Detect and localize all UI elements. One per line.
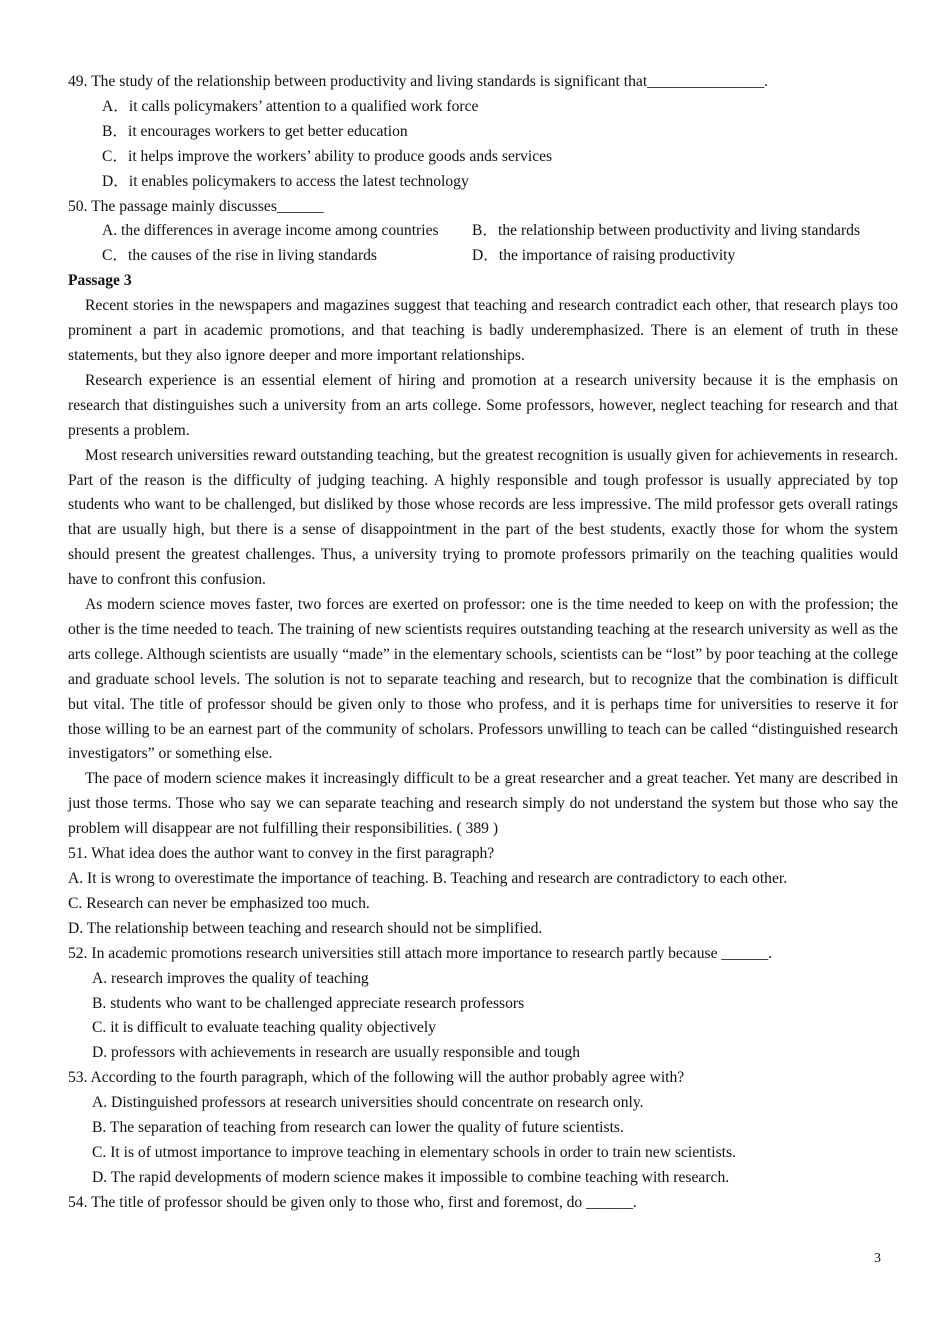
question-52-option-c: C. it is difficult to evaluate teaching quality objectively <box>92 1019 436 1037</box>
question-50-option-b: B．the relationship between productivity and living standards <box>472 222 861 240</box>
question-51-options-ab: A. It is wrong to overestimate the importance of teaching. B. Teaching and research are contradictory to each other. <box>68 870 788 887</box>
question-51-stem: 51. What idea does the author want to convey in the first paragraph? <box>68 845 495 863</box>
question-49-option-b: B．it encourages workers to get better education <box>102 122 408 140</box>
document-page <box>68 70 898 1216</box>
question-50-stem: 50. The passage mainly discusses______ <box>68 197 324 215</box>
passage-paragraph-4: As modern science moves faster, two forces are exerted on professor: one is the time needed to keep on with the profession; the other is the time needed to teach. The training of new scientists requires outstanding teaching at the research university as well as the arts college. Although scientists are usually “made” in the elementary schools, scientists can be “lost” by poor teaching at the college and graduate school levels. The solution is not to separate teaching and research, but to recognize that the combination is difficult but vital. The title of professor should be given only to those who profess, and it is perhaps time for universities to reserve it for those willing to be an earnest part of the community of scholars. Professors unwilling to teach can be called “distinguished research investigators” or something else. <box>68 596 898 763</box>
question-53-option-d: D. The rapid developments of modern science makes it impossible to combine teaching with research. <box>92 1168 730 1186</box>
question-50-options-row-2 <box>68 244 898 269</box>
question-51-option-c: C. Research can never be emphasized too much. <box>68 894 370 912</box>
question-52-stem: 52. In academic promotions research universities still attach more importance to research partly because ______. <box>68 944 773 962</box>
question-49-option-a: A．it calls policymakers’ attention to a qualified work force <box>102 97 479 115</box>
passage-paragraph-3: Most research universities reward outstanding teaching, but the greatest recognition is usually given for achievements in research. Part of the reason is the difficulty of judging teaching. A highly responsible and tough professor is usually appreciated by top students who want to be challenged, but disliked by those whose records are less impressive. The mild professor gets overall ratings that are usually high, but there is a sense of disappointment in the part of the best students, exactly those for whom the system should present the greatest challenges. Thus, a university trying to promote professors primarily on the teaching qualities would have to confront this confusion. <box>68 446 898 589</box>
question-51-option-d: D. The relationship between teaching and research should not be simplified. <box>68 919 543 937</box>
question-53-option-c: C. It is of utmost importance to improve teaching in elementary schools in order to train new scientists. <box>92 1143 736 1161</box>
question-50-option-a: A. the differences in average income among countries <box>102 222 439 240</box>
question-54-stem: 54. The title of professor should be given only to those who, first and foremost, do ______. <box>68 1193 637 1211</box>
question-50-options-row-1 <box>68 219 898 244</box>
question-52-option-a: A. research improves the quality of teaching <box>92 969 369 987</box>
question-49-option-d: D．it enables policymakers to access the latest technology <box>102 172 469 190</box>
passage-paragraph-2: Research experience is an essential element of hiring and promotion at a research university because it is the emphasis on research that distinguishes such a university from an arts college. Some professors, however, neglect teaching for research and that presents a problem. <box>68 371 898 439</box>
question-49-stem: 49. The study of the relationship between productivity and living standards is significant that_______________. <box>68 73 769 90</box>
question-50-option-d: D．the importance of raising productivity <box>472 247 736 265</box>
passage-title: Passage 3 <box>68 272 132 290</box>
question-52-option-d: D. professors with achievements in research are usually responsible and tough <box>92 1044 581 1062</box>
question-49-option-c: C．it helps improve the workers’ ability to produce goods ands services <box>102 147 553 165</box>
page-number: 3 <box>874 1251 881 1266</box>
passage-paragraph-1: Recent stories in the newspapers and magazines suggest that teaching and research contradict each other, that research plays too prominent a part in academic promotions, and that teaching is badly underemphasized. There is an element of truth in these statements, but they also ignore deeper and more important relationships. <box>68 297 898 364</box>
question-53-stem: 53. According to the fourth paragraph, which of the following will the author probably agree with? <box>68 1069 685 1087</box>
question-53-option-b: B. The separation of teaching from research can lower the quality of future scientists. <box>92 1119 624 1137</box>
question-52-option-b: B. students who want to be challenged appreciate research professors <box>92 994 525 1012</box>
question-50-option-c: C．the causes of the rise in living standards <box>102 247 377 265</box>
passage-paragraph-5: The pace of modern science makes it increasingly difficult to be a great researcher and a great teacher. Yet many are described in just those terms. Those who say we can separate teaching and research simply do not understand the system but those who say the problem will disappear are not fulfilling their responsibilities. ( 389 ) <box>68 770 898 838</box>
question-53-option-a: A. Distinguished professors at research universities should concentrate on research only. <box>92 1094 644 1112</box>
